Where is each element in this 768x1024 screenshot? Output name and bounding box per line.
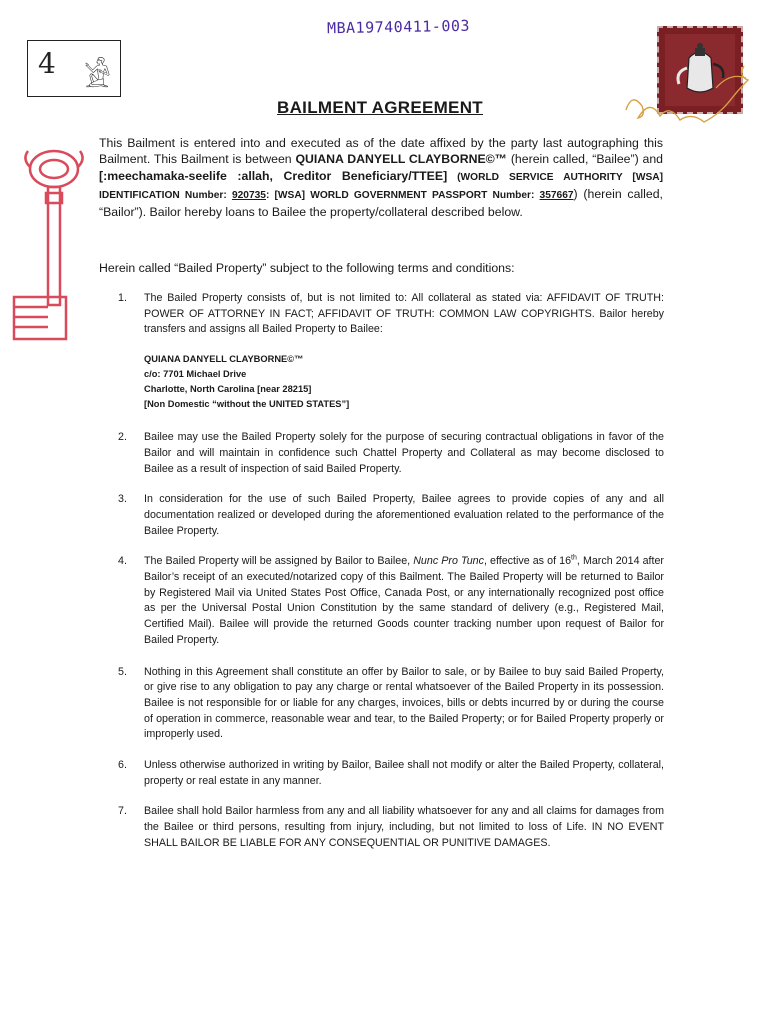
key-seal-icon [8,145,88,345]
wsa-id-label: (WORLD SERVICE AUTHORITY [WSA] IDENTIFICATION Number: [99,171,663,201]
term-number: 4. [118,555,127,568]
term-number: 3. [118,493,127,506]
document-title: BAILMENT AGREEMENT [277,98,483,117]
intro-text: (herein called, “Bailee”) and [507,152,663,167]
term-number: 1. [118,292,127,304]
term-item [118,430,664,477]
bailee-address [144,352,664,412]
reference-number: MBA19740411-003 [326,16,471,38]
wsa-id-number: 920735 [231,189,266,201]
term-latin-phrase: Nunc Pro Tunc [413,555,484,568]
address-line: Charlotte, North Carolina [near 28215] [144,384,312,395]
term-item [118,758,664,789]
term-item [118,492,664,539]
intro-text: This Bailment is entered into and executed as of the date affixed by the party last autographing this Bailment. This Bailment is between [99,136,663,167]
term-number: 2. [118,431,127,444]
term-item [118,291,664,412]
term-item [118,554,664,648]
corner-box-mark [27,40,121,97]
term-text-part: The Bailed Property will be assigned by Bailor to Bailee, [144,555,414,568]
intro-text: ) (herein called, “Bailor”). Bailor hereby loans to Bailee the property/collateral described below. [99,186,663,220]
term-text: Bailee shall hold Bailor harmless from any and all liability whatsoever for any and all claims for damages from the Bailee or third persons, resulting from injury, including, but not limited to loss of Life. IN NO EVENT SHALL BAILOR BE LIABLE FOR ANY CONSEQUENTIAL OR PUNITIVE DAMAGES. [144,805,664,849]
term-number: 6. [118,759,127,772]
address-line: c/o: 7701 Michael Drive [144,369,247,380]
intro-paragraph [99,135,663,220]
bailor-name: [:meechamaka-seelife :allah, Creditor Beneficiary/TTEE] [99,168,448,183]
term-number: 7. [118,805,127,818]
term-text-part: , March 2014 after Bailor’s receipt of an executed/notarized copy of this Bailment. The Bailed Property will be returned to Bailor by Registered Mail via United States Post Office, Canada Post, or any internationally recognized post office as per the Universal Postal Union Constitution by the same standard of delivery (e.g., Registered Mail, Certified Mail). Bailee will provide the returned Goods counter tracking number upon request of Bailor for Bailed Property. [144,555,664,646]
terms-intro: Herein called “Bailed Property” subject to the following terms and conditions: [99,261,515,275]
terms-list [118,291,664,867]
term-item [118,804,664,851]
passport-number: 357667 [539,189,574,201]
bailee-name: QUIANA DANYELL CLAYBORNE©™ [295,152,508,167]
term-text: Bailee may use the Bailed Property solely for the purpose of securing contractual obligations in favor of the Bailor and will maintain in confidence such Chattel Property and Collateral as may become disclosed to Bailee as a result of inspection of said Bailed Property. [144,431,664,475]
term-text: The Bailed Property consists of, but is not limited to: All collateral as stated via: AFFIDAVIT OF TRUTH: POWER OF ATTORNEY IN FACT; AFFIDAVIT OF TRUTH: COMMON LAW COPYRIGHTS. Bailor hereby transfers and assigns all Bailed Property to Bailee: [144,292,664,336]
box-glyph-number: 4 [38,47,56,80]
box-glyph-figure: 𓀀 [84,60,111,95]
address-line: [Non Domestic “without the UNITED STATES”] [144,399,350,410]
term-text-part: , effective as of 16 [483,555,572,568]
term-text: Nothing in this Agreement shall constitute an offer by Bailor to sale, or by Bailee to buy said Bailed Property, or give rise to any obligation to pay any charge or rental whatsoever of the Bailed Property in its possession. Bailee is not responsible for or liable for any charges, invoices, bills or debts incurred by or during the course of operation in commerce, reasonable wear and tear, to the Bailed Property; or for Bailed Property properly or improperly used. [144,665,664,741]
term-item [118,665,664,744]
term-text: Unless otherwise authorized in writing by Bailor, Bailee shall not modify or alter the Bailed Property, collateral, property or real estate in any manner. [144,759,664,787]
term-text: In consideration for the use of such Bailed Property, Bailee agrees to provide copies of any and all documentation realized or developed during the aforementioned evaluation related to the performance of the Bailee Property. [144,493,664,537]
passport-label: : [WSA] WORLD GOVERNMENT PASSPORT Number: [265,189,540,201]
term-text [144,554,664,648]
ordinal-suffix: th [571,554,577,562]
address-line: QUIANA DANYELL CLAYBORNE©™ [144,354,304,365]
term-number: 5. [118,665,127,678]
